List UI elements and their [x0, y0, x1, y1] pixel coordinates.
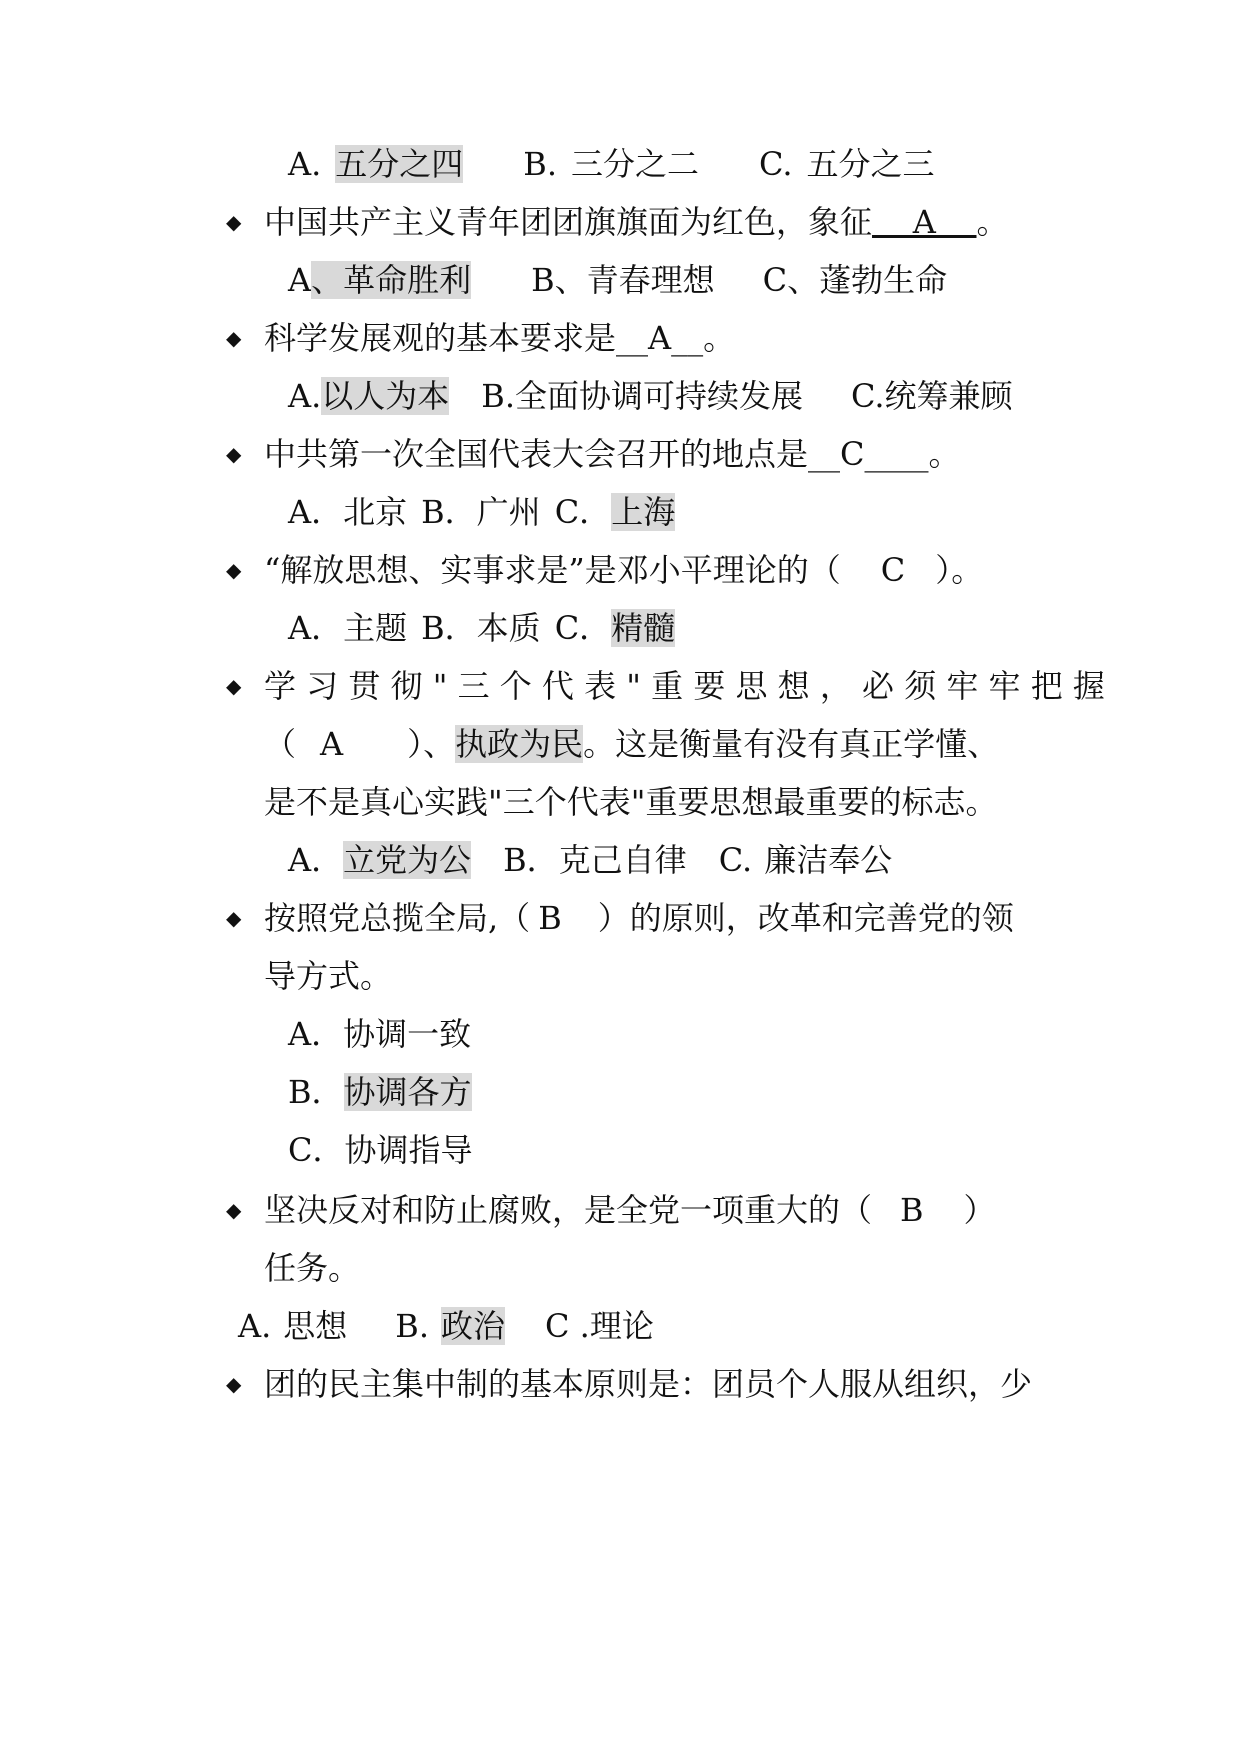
- bullet-icon: ◆: [226, 442, 242, 466]
- question-2: 科学发展观的基本要求是__A__。: [264, 319, 736, 357]
- bullet-icon: ◆: [226, 1198, 242, 1222]
- bullet-icon: ◆: [226, 906, 242, 930]
- answer-highlight: 五分之四: [335, 145, 464, 183]
- answer-highlight: 政治: [440, 1307, 505, 1345]
- q7-options: A. 思想 B. 政治 C .理论: [238, 1307, 654, 1345]
- q0-options: A. 五分之四 B. 三分之二 C. 五分之三: [288, 145, 935, 183]
- q5-options: A．立党为公 B．克己自律 C. 廉洁奉公: [288, 841, 893, 879]
- question-7-line2: 任务。: [264, 1249, 361, 1287]
- answer-highlight: 立党为公: [343, 841, 472, 879]
- question-6-line1: 按照党总揽全局,（ B ）的原则，改革和完善党的领: [264, 899, 1014, 937]
- answer-highlight: 以人为本: [321, 377, 450, 415]
- q6-option-c: C．协调指导: [288, 1131, 473, 1169]
- question-1: 中国共产主义青年团团旗旗面为红色，象征 A 。: [264, 203, 1009, 241]
- question-4: “解放思想、实事求是”是邓小平理论的（ C ）。: [264, 551, 984, 589]
- answer-highlight: 执政为民: [455, 725, 584, 763]
- answer-letter: B: [900, 1191, 924, 1229]
- q6-option-b: B．协调各方: [288, 1073, 472, 1111]
- bullet-icon: ◆: [226, 1372, 242, 1396]
- bullet-icon: ◆: [226, 674, 242, 698]
- bullet-icon: ◆: [226, 558, 242, 582]
- answer-letter: A: [320, 725, 344, 763]
- q2-options: A.以人为本 B.全面协调可持续发展 C.统筹兼顾: [288, 377, 1013, 415]
- q3-options: A．北京 B．广州 C．上海: [288, 493, 676, 531]
- q6-option-a: A．协调一致: [288, 1015, 472, 1053]
- answer-letter: B: [538, 899, 562, 937]
- q1-options: A、革命胜利 B、青春理想 C、蓬勃生命: [288, 261, 948, 299]
- answer-letter: C: [880, 551, 906, 589]
- question-5-line1: 学 习 贯 彻 " 三 个 代 表 " 重 要 思 想 ， 必 须 牢 牢 把 握: [264, 667, 1105, 705]
- answer-highlight: 精髓: [611, 609, 676, 647]
- q4-options: A．主题 B．本质 C．精髓: [288, 609, 676, 647]
- answer-highlight: 、革命胜利: [311, 261, 472, 299]
- answer-highlight: 协调各方: [343, 1073, 472, 1111]
- bullet-icon: ◆: [226, 210, 242, 234]
- question-7-line1: 坚决反对和防止腐败，是全党一项重大的（ B ）: [264, 1191, 996, 1229]
- question-8: 团的民主集中制的基本原则是：团员个人服从组织，少: [264, 1365, 1033, 1403]
- question-3: 中共第一次全国代表大会召开的地点是__C____。: [264, 435, 961, 473]
- question-6-line2: 导方式。: [264, 957, 393, 995]
- answer-highlight: 上海: [611, 493, 676, 531]
- question-5-line2: （ A ）、执政为民。这是衡量有没有真正学懂、: [264, 725, 1000, 763]
- answer-blank: A: [872, 203, 977, 241]
- answer-blank: __A__: [616, 319, 704, 357]
- question-5-line3: 是不是真心实践"三个代表"重要思想最重要的标志。: [264, 783, 998, 821]
- answer-blank: __C____: [808, 435, 929, 473]
- bullet-icon: ◆: [226, 326, 242, 350]
